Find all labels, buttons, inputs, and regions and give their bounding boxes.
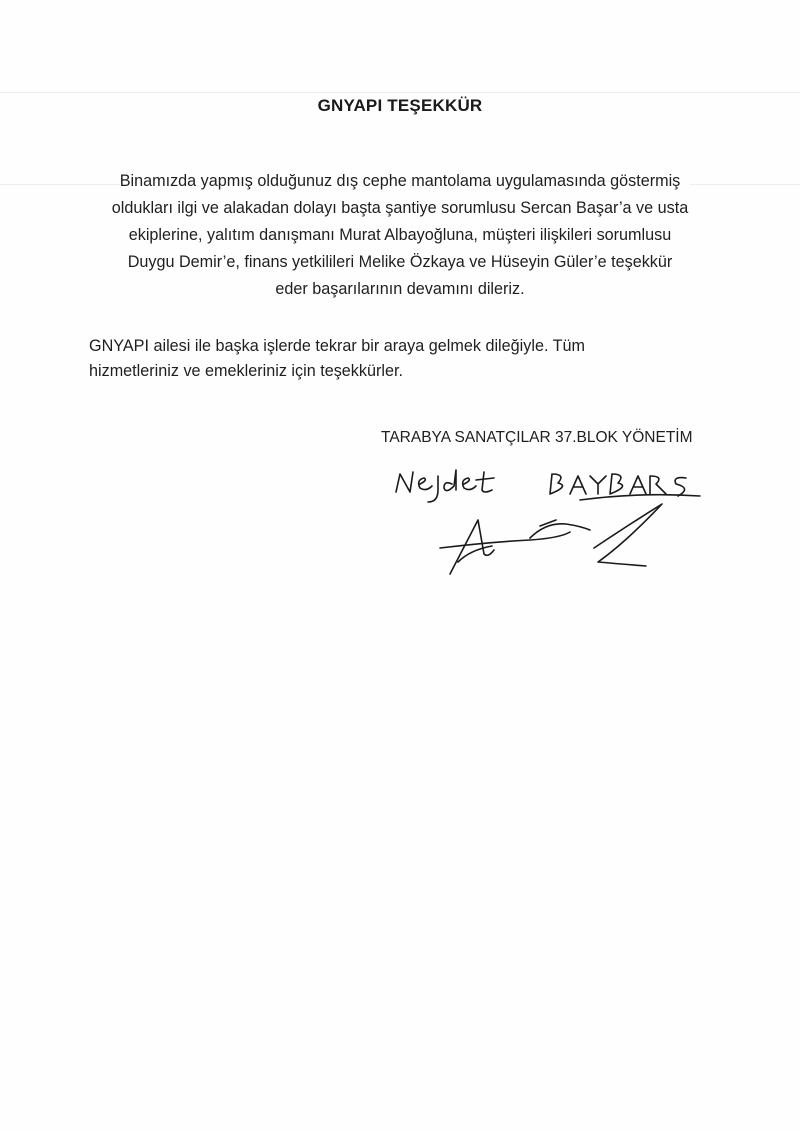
handwritten-signature [380, 462, 720, 587]
scan-artifact-line [0, 92, 800, 93]
document-title: GNYAPI TEŞEKKÜR [317, 96, 483, 115]
signature-last-name [550, 474, 700, 500]
signature-scribble [440, 504, 662, 574]
paragraph-line: ekiplerine, yalıtım danışmanı Murat Albayoğluna, müşteri ilişkileri sorumlusu [128, 226, 672, 244]
paragraph-line: Duygu Demir’e, finans yetkilileri Melike Özkaya ve Hüseyin Güler’e teşekkür [127, 253, 673, 271]
paragraph-line: Binamızda yapmış olduğunuz dış cephe mantolama uygulamasında göstermiş [119, 172, 681, 190]
signature-first-name [396, 470, 494, 502]
paragraph-line: oldukları ilgi ve alakadan dolayı başta şantiye sorumlusu Sercan Başar’a ve usta [111, 199, 689, 217]
paragraph-line: eder başarılarının devamını dileriz. [275, 280, 525, 298]
thanks-paragraph [60, 168, 740, 303]
committee-name: TARABYA SANATÇILAR 37.BLOK YÖNETİM [381, 429, 693, 446]
paragraph-line: hizmetleriniz ve emekleriniz için teşekkürler. [89, 362, 403, 380]
closing-paragraph [89, 334, 729, 384]
paragraph-line: GNYAPI ailesi ile başka işlerde tekrar bir araya gelmek dileğiyle. Tüm [89, 337, 586, 355]
